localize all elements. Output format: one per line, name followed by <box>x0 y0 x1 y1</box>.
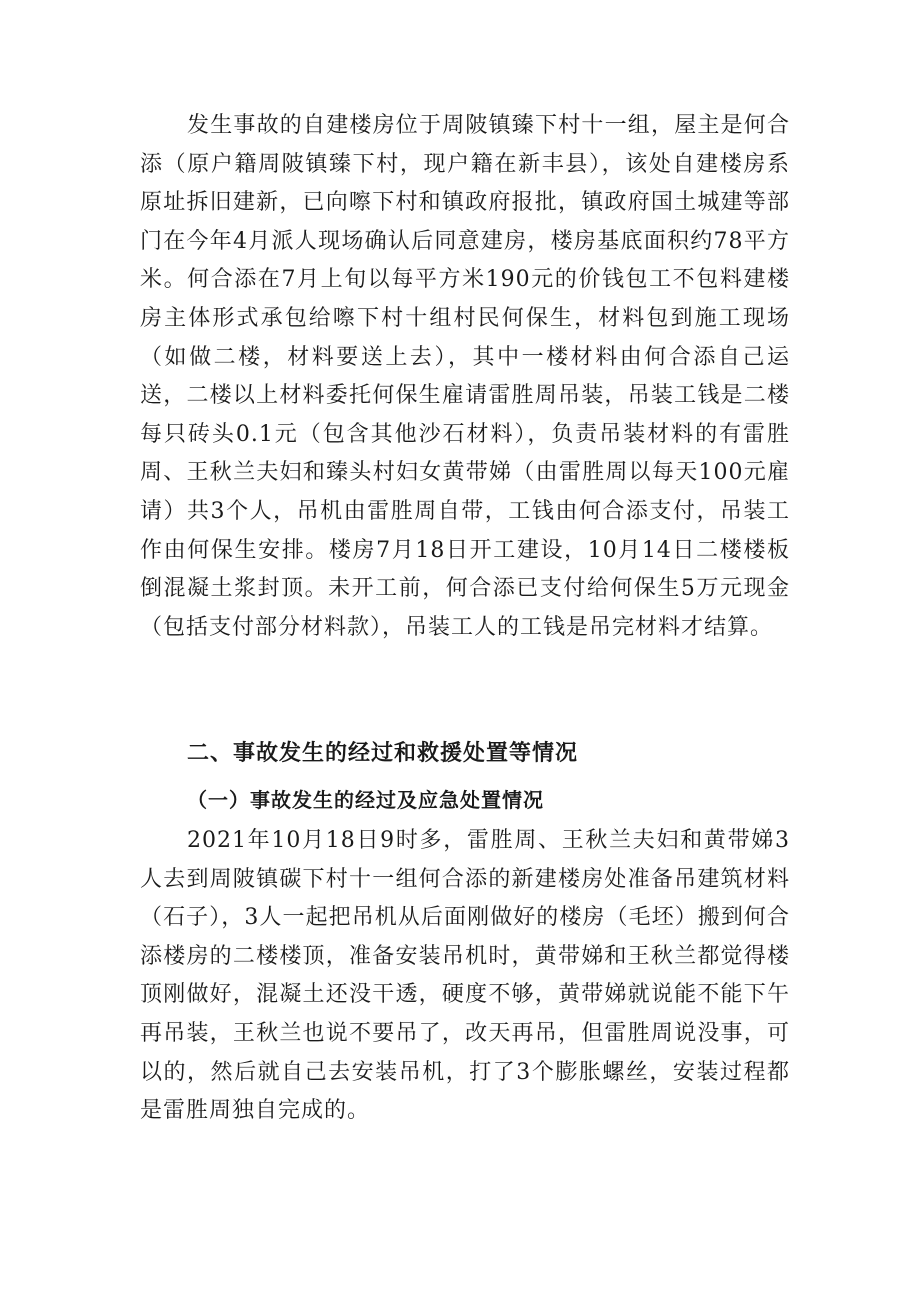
body-paragraph-accident-process: 2021年10月18日9时多，雷胜周、王秋兰夫妇和黄带娣3人去到周陂镇碳下村十一组何合添的新建楼房处准备吊建筑材料（石子），3人一起把吊机从后面刚做好的楼房（毛坯）搬到何合添楼房的二楼楼顶，准备安装吊机时，黄带娣和王秋兰都觉得楼顶刚做好，混凝土还没干透，硬度不够，黄带娣就说能不能下午再吊装，王秋兰也说不要吊了，改天再吊，但雷胜周说没事，可以的，然后就自己去安装吊机，打了3个膨胀螺丝，安装过程都是雷胜周独自完成的。 <box>140 828 790 1124</box>
section-heading: 二、事故发生的经过和救援处置等情况 <box>187 741 579 766</box>
subsection-heading: （一）事故发生的经过及应急处置情况 <box>187 788 544 812</box>
body-paragraph-background: 发生事故的自建楼房位于周陂镇臻下村十一组，屋主是何合添（原户籍周陂镇臻下村，现户籍在新丰县），该处自建楼房系原址拆旧建新，已向嚓下村和镇政府报批，镇政府国土城建等部门在今年4月派人现场确认后同意建房，楼房基底面积约78平方米。何合添在7月上旬以每平方米190元的价钱包工不包料建楼房主体形式承包给嚓下村十组村民何保生，材料包到施工现场（如做二楼，材料要送上去），其中一楼材料由何合添自己运送，二楼以上材料委托何保生雇请雷胜周吊装，吊装工钱是二楼每只砖头0.1元（包含其他沙石材料），负责吊装材料的有雷胜周、王秋兰夫妇和臻头村妇女黄带娣（由雷胜周以每天100元雇请）共3个人，吊机由雷胜周自带，工钱由何合添支付，吊装工作由何保生安排。楼房7月18日开工建设，10月14日二楼楼板倒混凝土浆封顶。未开工前，何合添已支付给何保生5万元现金（包括支付部分材料款），吊装工人的工钱是吊完材料才结算。 <box>140 113 790 640</box>
